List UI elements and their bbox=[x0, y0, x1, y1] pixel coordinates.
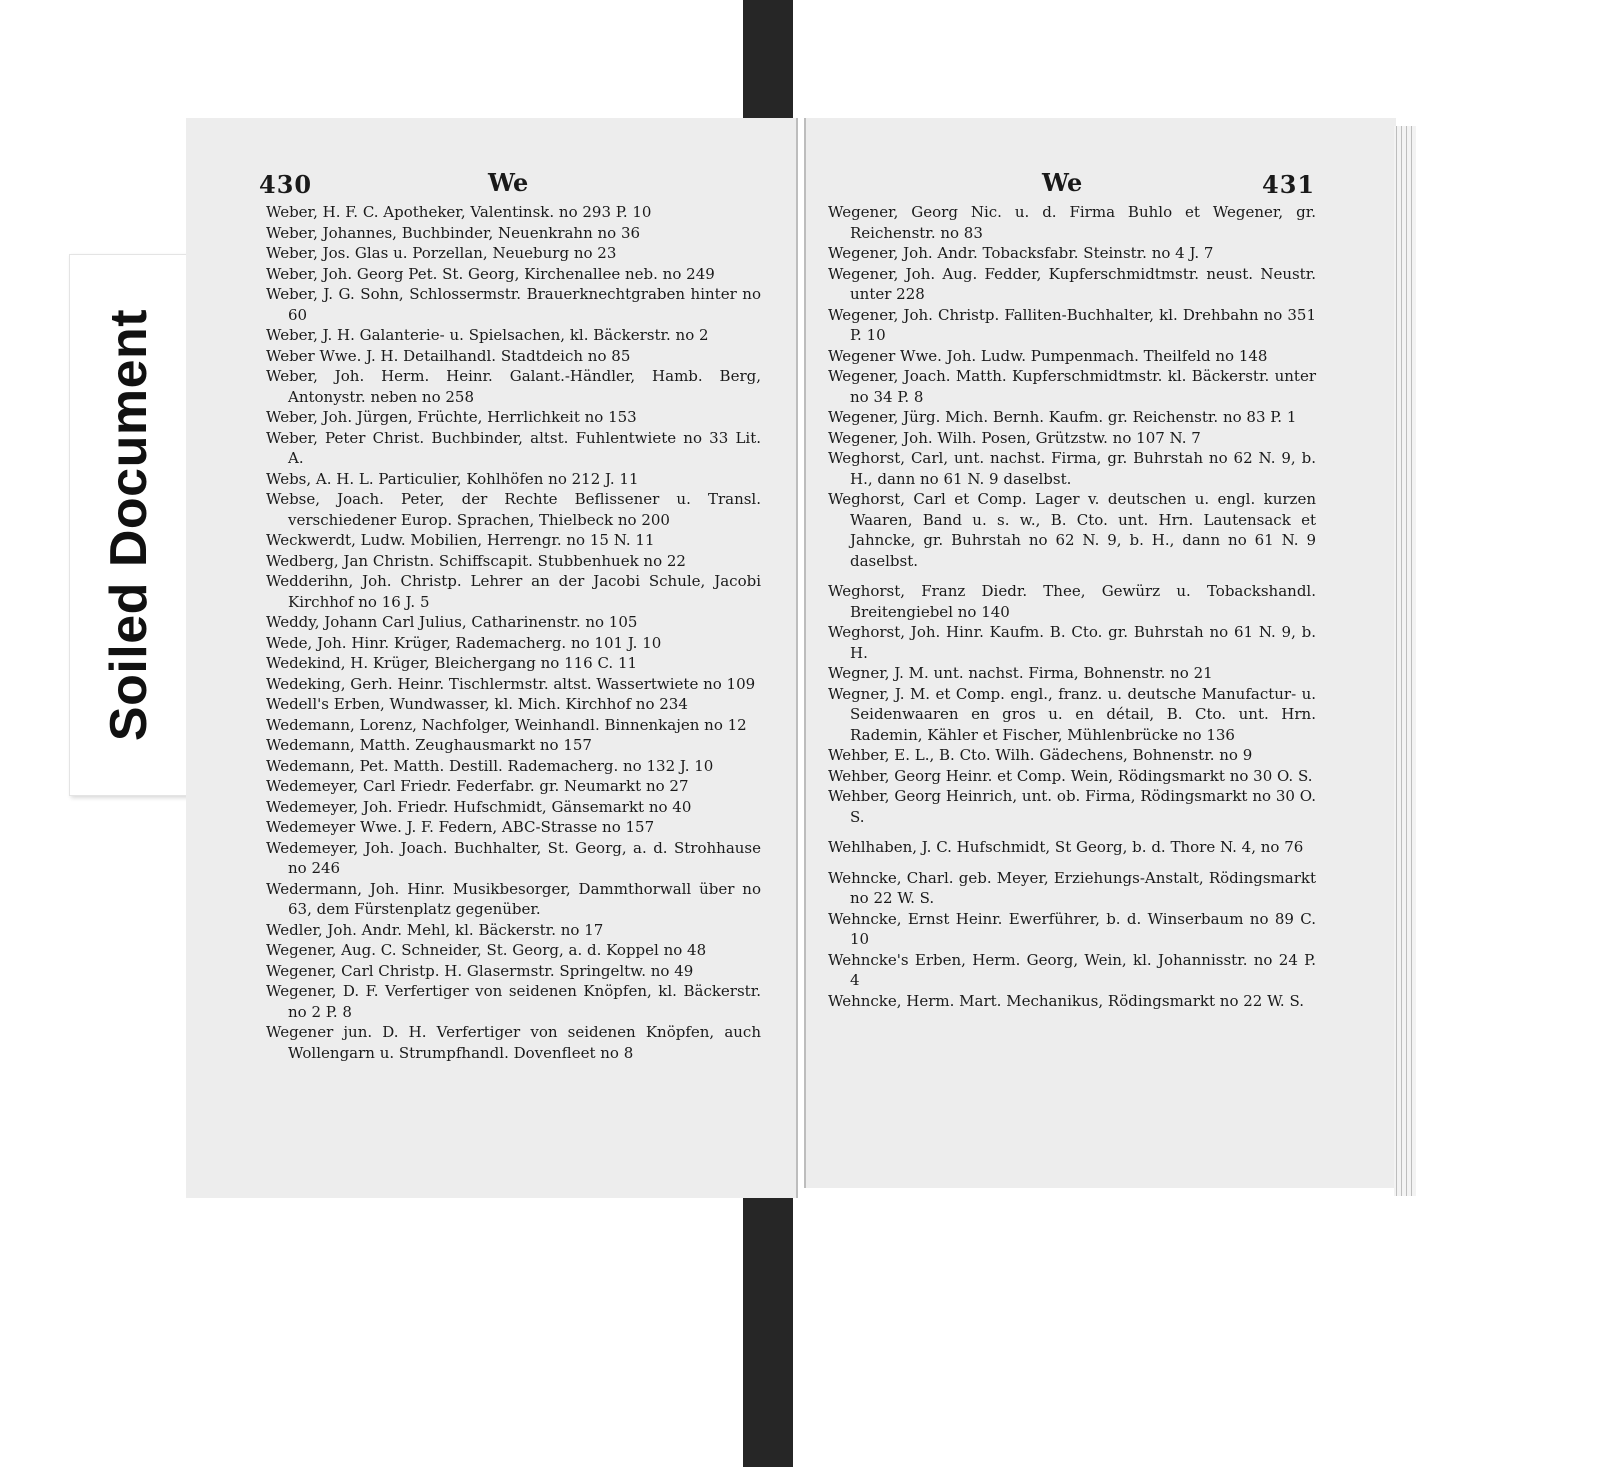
running-head-left: We bbox=[488, 168, 529, 197]
directory-entry: Weber, Jos. Glas u. Porzellan, Neueburg no 23 bbox=[266, 244, 617, 262]
directory-entry: Weber, H. F. C. Apotheker, Valentinsk. no 293 P. 10 bbox=[266, 203, 652, 221]
directory-entry: Wegener, Georg Nic. u. d. Firma Buhlo et Wegener, gr. Reichenstr. no 83 bbox=[828, 203, 1316, 242]
directory-entry: Wedberg, Jan Christn. Schiffscapit. Stubbenhuek no 22 bbox=[266, 551, 686, 570]
directory-entry: Wehber, E. L., B. Cto. Wilh. Gädechens, Bohnenstr. no 9 bbox=[828, 746, 1253, 764]
binding-tape-top bbox=[743, 0, 793, 136]
directory-entry: Wegener, Aug. C. Schneider, St. Georg, a. d. Koppel no 48 bbox=[266, 941, 707, 959]
directory-entry: Weber, Johannes, Buchbinder, Neuenkrahn no 36 bbox=[266, 223, 641, 242]
directory-entry: Wehber, Georg Heinr. et Comp. Wein, Rödingsmarkt no 30 O. S. bbox=[828, 766, 1313, 785]
directory-entry: Wehncke, Ernst Heinr. Ewerführer, b. d. Winserbaum no 89 C. 10 bbox=[828, 909, 1316, 948]
directory-entry: Wehncke, Herm. Mart. Mechanikus, Rödingsmarkt no 22 W. S. bbox=[828, 991, 1304, 1010]
directory-entry: Weghorst, Joh. Hinr. Kaufm. B. Cto. gr. Buhrstah no 61 N. 9, b. H. bbox=[828, 623, 1316, 662]
directory-entry: Weber, Joh. Jürgen, Früchte, Herrlichkeit no 153 bbox=[266, 408, 637, 426]
directory-entry: Wegener, Jürg. Mich. Bernh. Kaufm. gr. Reichenstr. no 83 P. 1 bbox=[828, 408, 1297, 426]
page-edges bbox=[1394, 126, 1416, 1196]
directory-entry: Wegener, Joh. Aug. Fedder, Kupferschmidtmstr. neust. Neustr. unter 228 bbox=[828, 264, 1316, 303]
directory-entry: Webs, A. H. L. Particulier, Kohlhöfen no 212 J. 11 bbox=[266, 469, 639, 488]
directory-entry: Wedekind, H. Krüger, Bleichergang no 116 C. 11 bbox=[266, 654, 638, 672]
directory-entry: Weber Wwe. J. H. Detailhandl. Stadtdeich no 85 bbox=[266, 346, 631, 365]
directory-entry: Wedemeyer, Joh. Friedr. Hufschmidt, Gänsemarkt no 40 bbox=[266, 797, 692, 816]
directory-entry: Wegner, J. M. unt. nachst. Firma, Bohnenstr. no 21 bbox=[828, 664, 1213, 682]
directory-entry: Weckwerdt, Ludw. Mobilien, Herrengr. no 15 N. 11 bbox=[266, 531, 655, 549]
directory-entries-right bbox=[828, 202, 1316, 1011]
directory-entry: Weber, J. G. Sohn, Schlossermstr. Brauerknechtgraben hinter no 60 bbox=[266, 285, 761, 324]
page-number-left: 430 bbox=[259, 170, 313, 199]
directory-entry: Weber, J. H. Galanterie- u. Spielsachen, kl. Bäckerstr. no 2 bbox=[266, 326, 709, 344]
directory-entry: Wegner, J. M. et Comp. engl., franz. u. deutsche Manufactur- u. Seidenwaaren en gros u. en détail, B. Cto. unt. Hrn. Rademin, Kähler et Fischer, Mühlenbrücke no 136 bbox=[828, 684, 1316, 744]
directory-entry: Wedell's Erben, Wundwasser, kl. Mich. Kirchhof no 234 bbox=[266, 695, 688, 713]
directory-entry: Wegener, Joach. Matth. Kupferschmidtmstr. kl. Bäckerstr. unter no 34 P. 8 bbox=[828, 367, 1316, 406]
soiled-document-label bbox=[69, 254, 189, 796]
directory-entry: Wegener jun. D. H. Verfertiger von seidenen Knöpfen, auch Wollengarn u. Strumpfhandl. Dovenfleet no 8 bbox=[266, 1023, 761, 1062]
directory-entries-left bbox=[266, 202, 761, 1063]
directory-entry: Weber, Joh. Herm. Heinr. Galant.-Händler, Hamb. Berg, Antonystr. neben no 258 bbox=[266, 367, 761, 406]
directory-entry: Weghorst, Carl et Comp. Lager v. deutschen u. engl. kurzen Waaren, Band u. s. w., B. Cto. unt. Hrn. Lautensack et Jahncke, gr. Buhrstah no 62 N. 9, b. H., dann no 61 N. 9 daselbst. bbox=[828, 490, 1316, 570]
directory-entry: Wedemann, Pet. Matth. Destill. Rademacherg. no 132 J. 10 bbox=[266, 756, 714, 775]
directory-entry: Weghorst, Franz Diedr. Thee, Gewürz u. Tobackshandl. Breitengiebel no 140 bbox=[828, 582, 1316, 621]
directory-entry: Webse, Joach. Peter, der Rechte Beflissener u. Transl. verschiedener Europ. Sprachen, Thielbeck no 200 bbox=[266, 490, 761, 529]
directory-entry: Wegener Wwe. Joh. Ludw. Pumpenmach. Theilfeld no 148 bbox=[828, 346, 1268, 365]
directory-entry: Wehlhaben, J. C. Hufschmidt, St Georg, b. d. Thore N. 4, no 76 bbox=[828, 838, 1304, 856]
running-head-right: We bbox=[1042, 168, 1083, 197]
directory-entry: Wedler, Joh. Andr. Mehl, kl. Bäckerstr. no 17 bbox=[266, 920, 604, 939]
directory-entry: Wegener, Joh. Andr. Tobacksfabr. Steinstr. no 4 J. 7 bbox=[828, 244, 1214, 262]
directory-entry: Weber, Joh. Georg Pet. St. Georg, Kirchenallee neb. no 249 bbox=[266, 264, 715, 283]
right-page bbox=[804, 118, 1396, 1188]
directory-entry: Wedermann, Joh. Hinr. Musikbesorger, Dammthorwall über no 63, dem Fürstenplatz gegenüber. bbox=[266, 879, 761, 918]
directory-entry: Wedemann, Matth. Zeughausmarkt no 157 bbox=[266, 736, 592, 754]
label-text: Soiled Document bbox=[100, 308, 158, 742]
directory-entry: Wedemeyer Wwe. J. F. Federn, ABC-Strasse no 157 bbox=[266, 818, 655, 836]
directory-entry: Wegener, Joh. Wilh. Posen, Grützstw. no 107 N. 7 bbox=[828, 428, 1201, 447]
directory-entry: Wegener, D. F. Verfertiger von seidenen Knöpfen, kl. Bäckerstr. no 2 P. 8 bbox=[266, 982, 761, 1021]
directory-entry: Weghorst, Carl, unt. nachst. Firma, gr. Buhrstah no 62 N. 9, b. H., dann no 61 N. 9 daselbst. bbox=[828, 449, 1316, 488]
directory-entry: Wehber, Georg Heinrich, unt. ob. Firma, Rödingsmarkt no 30 O. S. bbox=[828, 787, 1316, 826]
directory-entry: Wegener, Carl Christp. H. Glasermstr. Springeltw. no 49 bbox=[266, 961, 694, 980]
directory-entry: Wedderihn, Joh. Christp. Lehrer an der Jacobi Schule, Jacobi Kirchhof no 16 J. 5 bbox=[266, 572, 761, 611]
left-page bbox=[186, 118, 798, 1198]
directory-entry: Wegener, Joh. Christp. Falliten-Buchhalter, kl. Drehbahn no 351 P. 10 bbox=[828, 305, 1316, 344]
directory-entry: Wede, Joh. Hinr. Krüger, Rademacherg. no 101 J. 10 bbox=[266, 633, 662, 652]
directory-entry: Weddy, Johann Carl Julius, Catharinenstr. no 105 bbox=[266, 613, 638, 631]
directory-entry: Wehncke's Erben, Herm. Georg, Wein, kl. Johannisstr. no 24 P. 4 bbox=[828, 950, 1316, 989]
page-number-right: 431 bbox=[1262, 170, 1316, 199]
binding-tape-bottom bbox=[743, 1184, 793, 1467]
directory-entry: Wedemeyer, Carl Friedr. Federfabr. gr. Neumarkt no 27 bbox=[266, 777, 689, 795]
directory-entry: Wehncke, Charl. geb. Meyer, Erziehungs-Anstalt, Rödingsmarkt no 22 W. S. bbox=[828, 868, 1316, 907]
directory-entry: Wedemeyer, Joh. Joach. Buchhalter, St. Georg, a. d. Strohhause no 246 bbox=[266, 838, 761, 877]
directory-entry: Wedeking, Gerh. Heinr. Tischlermstr. altst. Wassertwiete no 109 bbox=[266, 674, 756, 693]
directory-entry: Wedemann, Lorenz, Nachfolger, Weinhandl. Binnenkajen no 12 bbox=[266, 715, 747, 734]
directory-entry: Weber, Peter Christ. Buchbinder, altst. Fuhlentwiete no 33 Lit. A. bbox=[266, 428, 761, 467]
